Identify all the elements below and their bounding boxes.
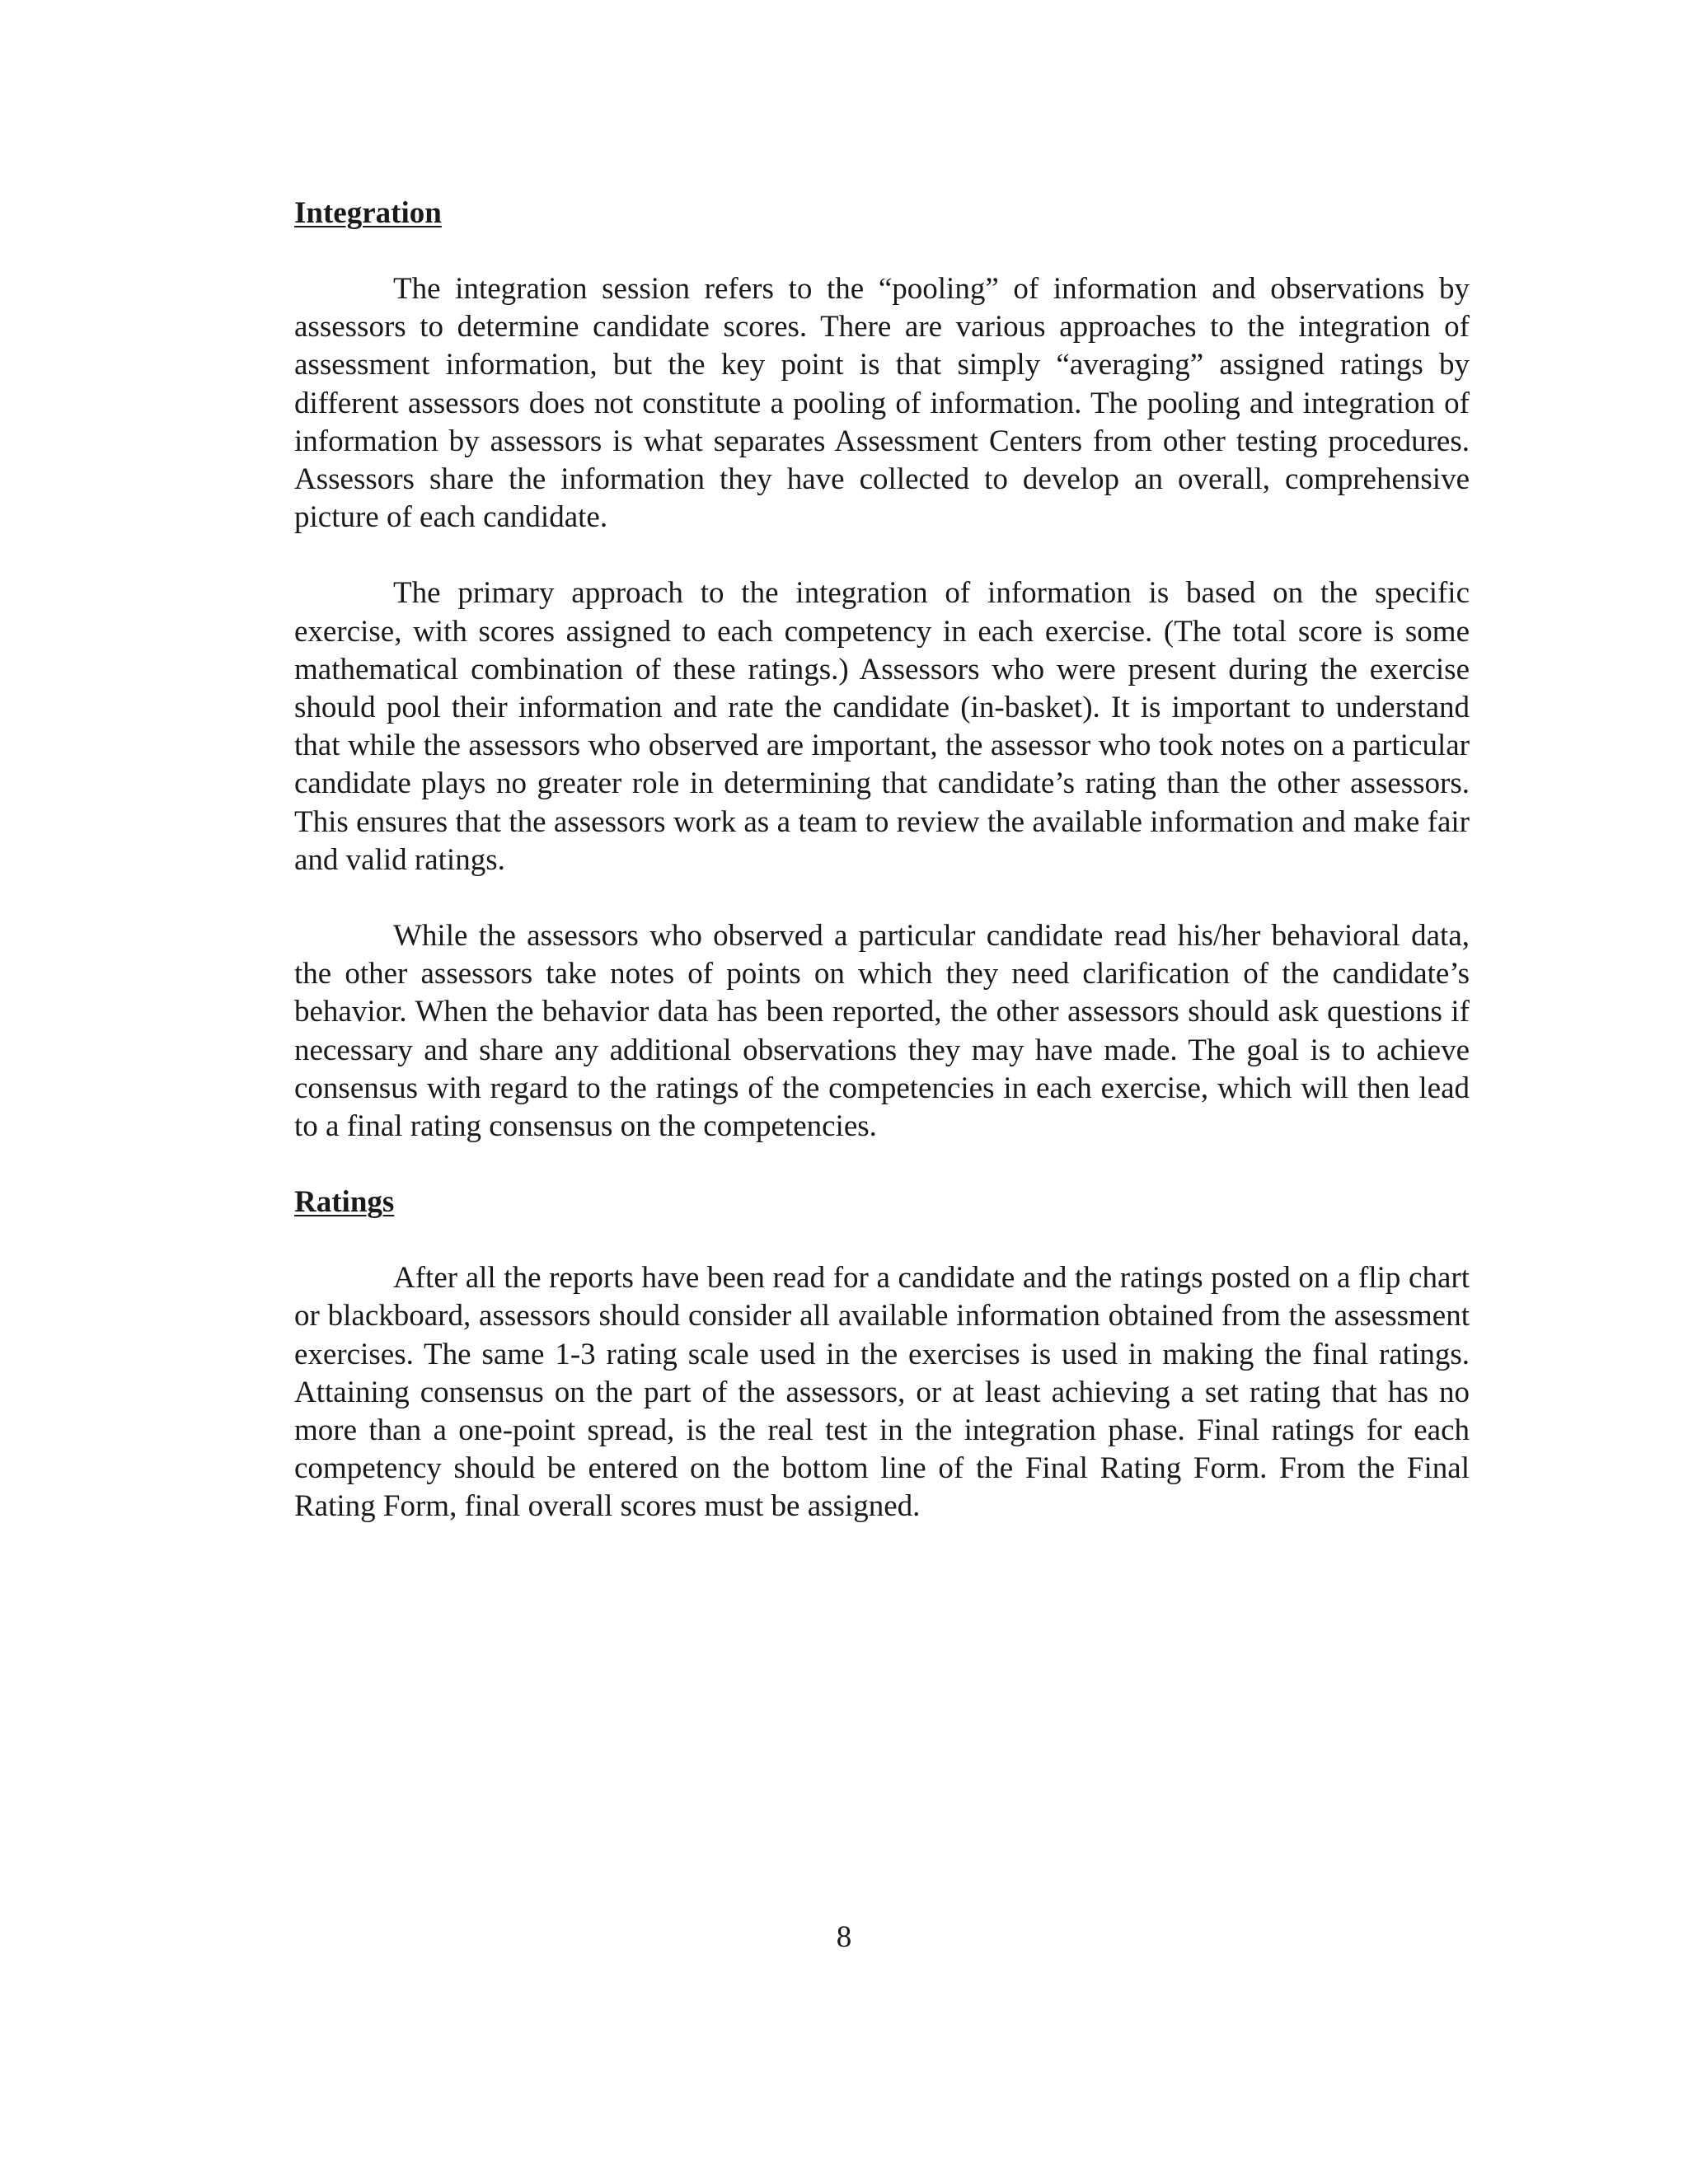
ratings-paragraph-1: After all the reports have been read for a candidate and the ratings posted on a flip chart or blackboard, assessors should consider all available information obtained from the assessment exercises. The same 1-3 rating scale used in the exercises is used in making the final ratings. Attaining consensus on the part of the assessors, or at least achieving a set rating that has no more than a one-point spread, is the real test in the integration phase. Final ratings for each competency should be entered on the bottom line of the Final Rating Form. From the Final Rating Form, final overall scores must be assigned. bbox=[294, 1261, 1470, 1524]
section-heading-integration: Integration bbox=[294, 196, 442, 230]
integration-paragraph-2: The primary approach to the integration of information is based on the specific exercise, with scores assigned to each competency in each exercise. (The total score is some mathematical combination of these ratings.) Assessors who were present during the exercise should pool their information and rate the candidate (in-basket). It is important to understand that while the assessors who observed are important, the assessor who took notes on a particular candidate plays no greater role in determining that candidate’s rating than the other assessors. This ensures that the assessors work as a team to review the available information and make fair and valid ratings. bbox=[294, 576, 1470, 877]
page-number: 8 bbox=[836, 1920, 852, 1954]
section-heading-ratings: Ratings bbox=[294, 1185, 395, 1220]
integration-paragraph-1: The integration session refers to the “pooling” of information and observations by assessors to determine candidate scores. There are various approaches to the integration of assessment information, but the key point is that simply “averaging” assigned ratings by different assessors does not constitute a pooling of information. The pooling and integration of information by assessors is what separates Assessment Centers from other testing procedures. Assessors share the information they have collected to develop an overall, comprehensive picture of each candidate. bbox=[294, 272, 1470, 535]
integration-paragraph-3: While the assessors who observed a particular candidate read his/her behavioral data, the other assessors take notes of points on which they need clarification of the candidate’s behavior. When the behavior data has been reported, the other assessors should ask questions if necessary and share any additional observations they may have made. The goal is to achieve consensus with regard to the ratings of the competencies in each exercise, which will then lead to a final rating consensus on the competencies. bbox=[294, 919, 1470, 1144]
document-page bbox=[294, 194, 1470, 1526]
